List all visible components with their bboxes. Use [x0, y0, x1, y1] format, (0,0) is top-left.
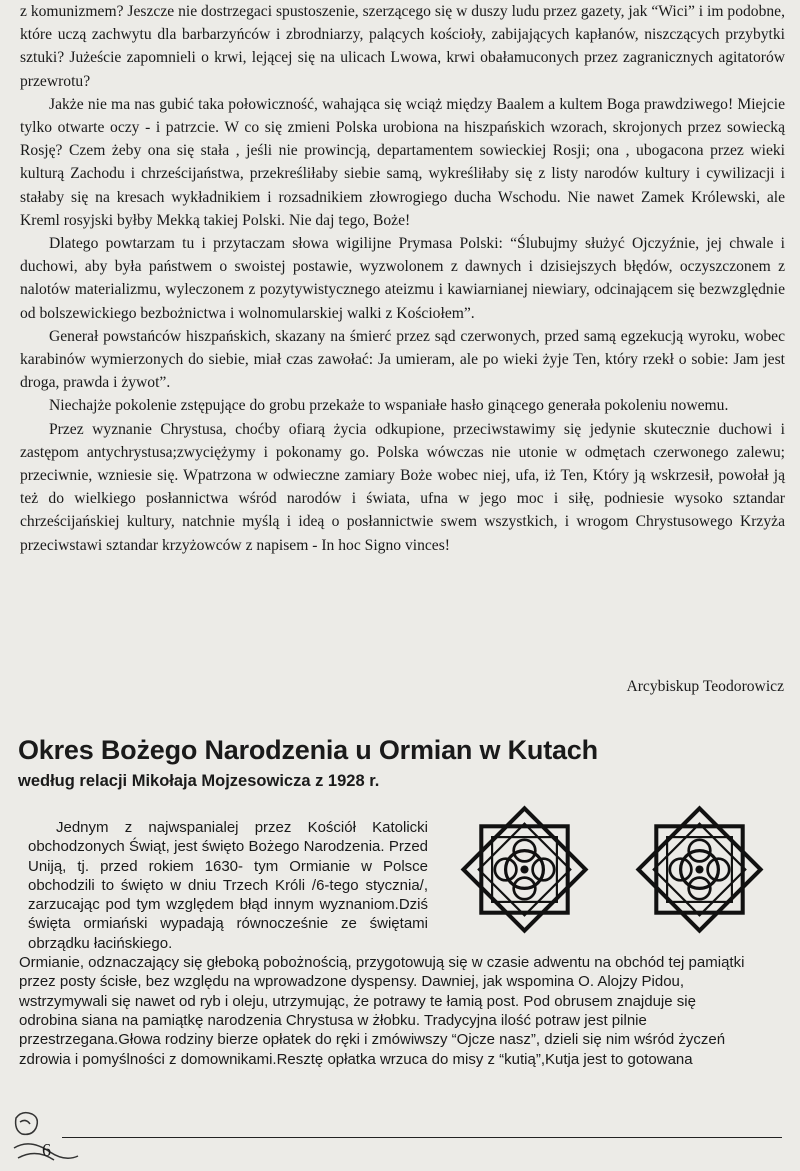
article2-line: przestrzegana.Głowa rodziny bierze opłatek do ręki i zmówiwszy “Ojcze nasz”, dzieli się nim wśród życzeń [19, 1031, 726, 1049]
article2-body [19, 818, 768, 1069]
author-signature: Arcybiskup Teodorowicz [626, 678, 784, 695]
paragraph-2: Jakże nie ma nas gubić taka połowiczność, wahająca się wciąż między Baalem a kultem Boga prawdziwego! Miejcie tylko otwarte oczy - i patrzcie. W co się zmieni Polska urobiona na hiszpańskich wzorach, skrojonych przez sowiecką Rosję? Czem żeby ona się stała , jeśli nie prowincją, departamentem sowieckiej Rosji; ona , ubogacona przez wieki kulturą Zachodu i chrześcijaństwa, przekreśliłaby siebie samą, wykreśliłaby się z listy narodów kultury i cywilizacji i stałaby się na kresach wykładnikiem i rozsadnikiem złowrogiego ducha Wschodu. Nie nawet Zamek Królewski, ale Kreml rosyjski byłby Mekką takiej Polski. Nie daj tego, Boże! [20, 95, 785, 229]
article-title: Okres Bożego Narodzenia u Ormian w Kutach [18, 735, 598, 765]
article2-line: odrobina siana na pamiątkę narodzenia Chrystusa w żłobku. Tradycyjna ilość potraw jest pilnie [19, 1011, 647, 1029]
paragraph-5: Niechajże pokolenie zstępujące do grobu przekaże to wspaniałe hasło ginącego generała pokoleniu nowemu. [49, 397, 729, 415]
paragraph-4: Generał powstańców hiszpańskich, skazany na śmierć przez sąd czerwonych, przed samą egzekucją wyroku, wobec karabinów wymierzonych do siebie, miał czas zawołać: Ja umieram, ale po wieki żyje Ten, który rzekł o sobie: Jam jest droga, prawda i żywot”. [20, 327, 785, 392]
article2-line: przez posty ścisłe, bez względu na wprowadzone dyspensy. Dawniej, jak wspomina O. Alojzy Pidou, [19, 973, 685, 991]
page-number: 6 [42, 1140, 51, 1160]
article2-line: Ormianie, odznaczający się głeboką pobożnością, przygotowują się w czasie adwentu na obchód tej pamiątki [19, 954, 745, 972]
paragraph-1: z komunizmem? Jeszcze nie dostrzegaci spustoszenie, szerzącego się w duszy ludu przez gazety, jak “Wici” i im podobne, które uczą zachwytu dla barbarzyńców i zbrodniarzy, palących kościoły, zabijających kapłanów, niszczących przybytki sztuki? Jużeście zapomnieli o krwi, lejącej się na ulicach Lwowa, krwi obałamuconych przez zagranicznych agitatorów przewrotu? [20, 3, 785, 90]
article2-line: zdrowia i pomyślności z domownikami.Resztę opłatka wrzuca do misy z “kutią”,Kutja jest to gotowana [19, 1050, 693, 1068]
article2-line: wstrzymywali się nawet od ryb i oleju, utrzymując, że potrawy te łamią post. Pod obrusem znajduje się [19, 992, 696, 1010]
article-body [20, 0, 785, 557]
article2-intro: Jednym z najwspanialej przez Kościół Katolicki obchodzonych Świąt, jest święto Bożego Narodzenia. Przed Uniją, tj. przed rokiem 1630- tym Ormianie w Polsce obchodzili to święto w dniu Trzech Króli /6-tego stycznia/, zarzucając pod tym względem błąd innym wyznaniom.Dziś święta ormiański wypadają równocześnie ze świętami obrządku łacińskiego. [28, 819, 428, 952]
paragraph-3: Dlatego powtarzam tu i przytaczam słowa wigilijne Prymasa Polski: “Ślubujmy służyć Ojczyźnie, jej chwale i duchowi, aby była państwem o swoistej postawie, wyzwolonem z dawnych i dzisiejszych błędów, oczyszczonem z nalotów materializmu, wyleczonem z pozytywistycznego ateizmu i kawiarnianej niewiary, odcinającem się bezwzględnie od bolszewickiego bezbożnictwa i wolnomularskiej walki z Kościołem”. [20, 235, 785, 322]
paragraph-6: Przez wyznanie Chrystusa, choćby ofiarą życia odkupione, przeciwstawimy się jedynie skutecznie duchowi i zastępom antychrystusa;zwyciężymy i pokonamy go. Polska wówczas nie utonie w odmętach czerwonego zalewu; przeciwnie, wzniesie się. Wpatrzona w odwieczne zamiary Boże wobec niej, ufa, iż Ten, Który ją wskrzesił, powołał ją też do wielkiego posłannictwa wśród narodów i świata, ufna w jego moc i siłę, podniesie wysoko sztandar chrześcijańskiej kultury, natchnie myślą i ideą o posłannictwie swem wszystkich, i wrogom Chrystusowego Krzyża przeciwstawi sztandar krzyżowców z napisem - In hoc Signo vinces! [20, 420, 785, 554]
article-subtitle: według relacji Mikołaja Mojzesowicza z 1928 r. [18, 772, 380, 790]
footer-rule [62, 1137, 782, 1138]
